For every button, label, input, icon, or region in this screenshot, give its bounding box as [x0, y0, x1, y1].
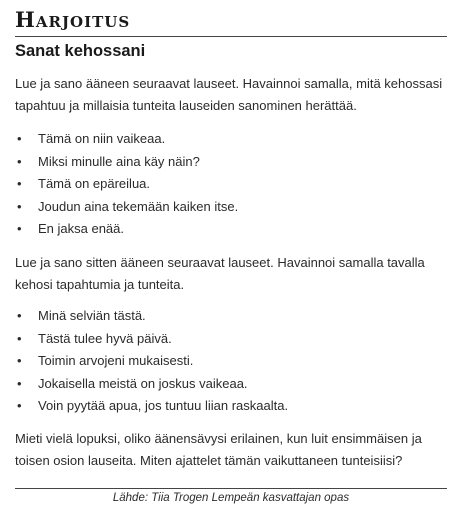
- list-item: [15, 128, 447, 151]
- exercise-title: Sanat kehossani: [15, 42, 146, 60]
- bullet-icon: •: [17, 353, 22, 368]
- list-item-text: Tästä tulee hyvä päivä.: [38, 330, 172, 346]
- closing-paragraph: Mieti vielä lopuksi, oliko äänensävysi erilainen, kun luit ensimmäisen ja toisen osion lauseita. Miten ajattelet tämän vaikuttaneen tunteisiisi?: [15, 431, 422, 468]
- list-item: [15, 395, 447, 418]
- list-item: [15, 328, 447, 351]
- middle-paragraph: Lue ja sano sitten ääneen seuraavat lauseet. Havainnoi samalla tavalla kehosi tapahtumia ja tunteita.: [15, 255, 425, 292]
- bottom-divider: [15, 488, 447, 489]
- bullet-icon: •: [17, 398, 22, 413]
- list-item: [15, 350, 447, 373]
- list-item: [15, 218, 447, 241]
- list-item-text: Toimin arvojeni mukaisesti.: [38, 353, 194, 368]
- list-item: [15, 305, 447, 328]
- list-item-text: En jaksa enää.: [38, 221, 125, 236]
- bullet-icon: •: [17, 221, 22, 236]
- bullet-icon: •: [17, 176, 22, 191]
- bullet-icon: •: [17, 131, 22, 146]
- bullet-icon: •: [17, 375, 22, 391]
- bullet-icon: •: [17, 308, 22, 323]
- second-sentence-list: [15, 305, 447, 418]
- list-item-text: Voin pyytää apua, jos tuntuu liian raskaalta.: [38, 398, 289, 413]
- first-sentence-list: [15, 128, 447, 241]
- list-item-text: Tämä on epäreilua.: [38, 176, 151, 191]
- list-item-text: Tämä on niin vaikeaa.: [38, 131, 166, 146]
- intro-paragraph: Lue ja sano ääneen seuraavat lauseet. Havainnoi samalla, mitä kehossasi tapahtuu ja millaisia tunteita lauseiden sanominen herättää.: [15, 76, 443, 113]
- top-divider: [15, 36, 447, 37]
- bullet-icon: •: [17, 330, 22, 346]
- exercise-label: Harjoitus: [15, 7, 131, 32]
- list-item-text: Minä selviän tästä.: [38, 308, 146, 323]
- source-credit: Lähde: Tiia Trogen Lempeän kasvattajan opas: [112, 492, 350, 504]
- list-item: [15, 373, 447, 396]
- bullet-icon: •: [17, 198, 22, 214]
- list-item-text: Joudun aina tekemään kaiken itse.: [38, 198, 239, 214]
- list-item: [15, 196, 447, 219]
- list-item-text: Miksi minulle aina käy näin?: [38, 153, 200, 169]
- list-item: [15, 173, 447, 196]
- bullet-icon: •: [17, 153, 22, 169]
- list-item: [15, 151, 447, 174]
- list-item-text: Jokaisella meistä on joskus vaikeaa.: [38, 375, 248, 391]
